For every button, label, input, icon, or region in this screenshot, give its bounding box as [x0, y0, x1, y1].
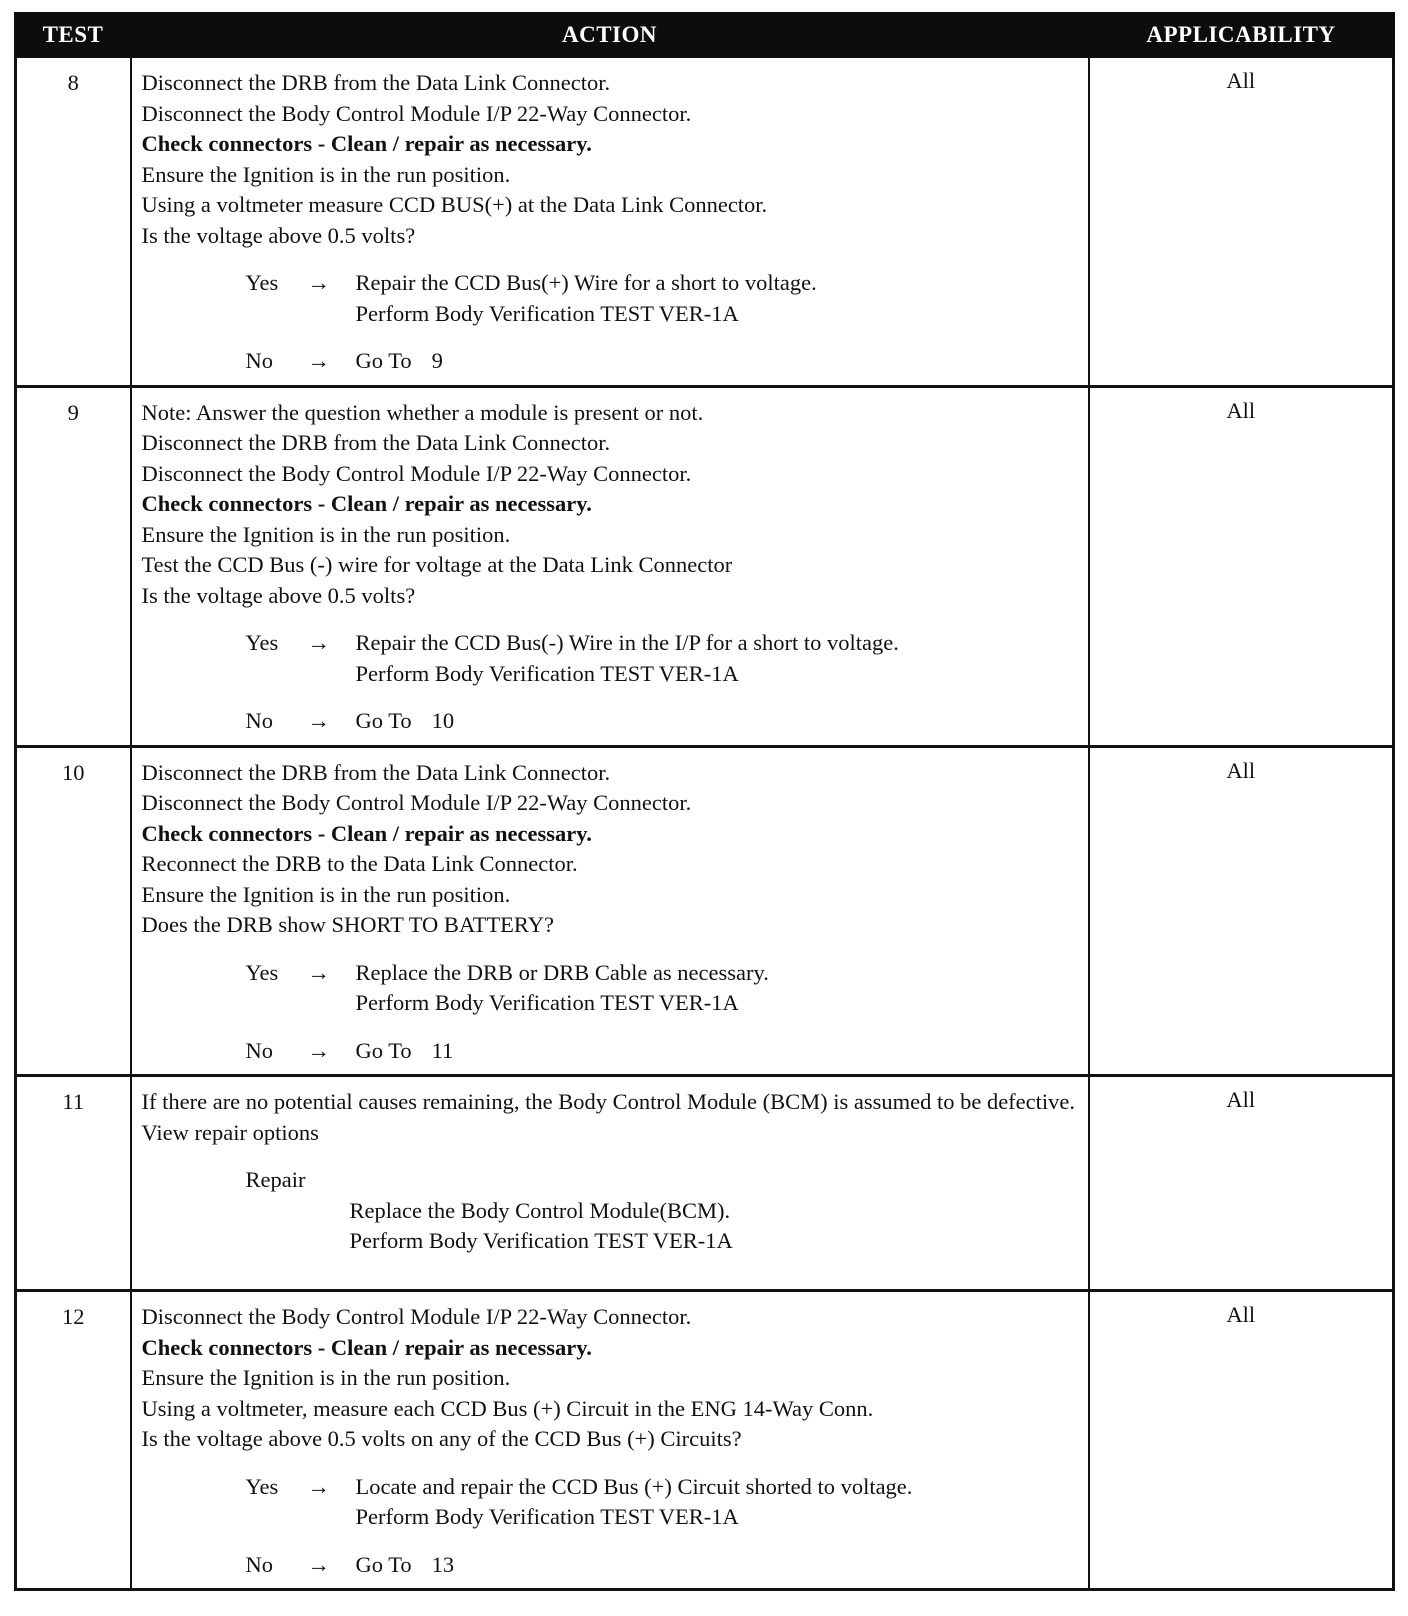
yes-answer [246, 1472, 1080, 1533]
step-line: Ensure the Ignition is in the run position. [141, 881, 511, 907]
test-row-10 [16, 746, 1394, 1076]
no-label: No [245, 1551, 273, 1577]
step-line: Using a voltmeter measure CCD BUS(+) at the Data Link Connector. [141, 192, 768, 217]
action-cell [131, 386, 1089, 746]
step-line: Disconnect the Body Control Module I/P 22-Way Connector. [141, 790, 692, 815]
test-row-12 [16, 1291, 1394, 1590]
step-line-emphasis: Check connectors - Clean / repair as necessary. [141, 131, 592, 156]
yes-label: Yes [245, 1473, 279, 1499]
no-answer [246, 1036, 1080, 1067]
step-line: Disconnect the Body Control Module I/P 22-Way Connector. [141, 100, 692, 126]
goto-target: 13 [431, 1551, 455, 1577]
step-question: Is the voltage above 0.5 volts on any of the CCD Bus (+) Circuits? [141, 1426, 742, 1451]
yes-answer [246, 268, 1080, 329]
action-cell [131, 746, 1089, 1076]
step-line-emphasis: Check connectors - Clean / repair as necessary. [141, 491, 592, 516]
verification-line: Perform Body Verification TEST VER-1A [355, 990, 739, 1015]
applicability-cell: All [1089, 1291, 1394, 1590]
no-label: No [245, 1037, 273, 1063]
applicability-cell: All [1089, 386, 1394, 746]
step-line: Disconnect the DRB from the Data Link Connector. [141, 430, 611, 455]
yes-action-line: Replace the DRB or DRB Cable as necessary. [355, 959, 769, 985]
header-applicability: APPLICABILITY [1089, 14, 1394, 57]
goto-target: 11 [431, 1037, 454, 1063]
header-test: TEST [16, 14, 131, 57]
step-line: Ensure the Ignition is in the run position. [141, 1365, 511, 1390]
repair-action-line: Replace the Body Control Module(BCM). [349, 1197, 731, 1223]
test-row-8 [16, 57, 1394, 387]
action-cell [131, 57, 1089, 387]
view-repair-options: View repair options [141, 1119, 319, 1145]
step-line: Ensure the Ignition is in the run position. [141, 161, 511, 187]
no-answer [246, 706, 1080, 737]
arrow-right-icon: → [307, 348, 330, 373]
step-line: Test the CCD Bus (-) wire for voltage at the Data Link Connector [141, 552, 733, 577]
yes-label: Yes [245, 270, 279, 295]
test-number: 11 [16, 1076, 131, 1291]
header-action: ACTION [131, 14, 1089, 57]
step-line: Ensure the Ignition is in the run position. [141, 521, 511, 547]
yes-label: Yes [245, 630, 279, 655]
no-label: No [245, 708, 273, 733]
yes-action-line: Repair the CCD Bus(-) Wire in the I/P for a short to voltage. [355, 630, 899, 655]
arrow-right-icon: → [307, 1473, 330, 1499]
applicability-cell: All [1089, 1076, 1394, 1291]
arrow-right-icon: → [307, 270, 330, 295]
test-number: 10 [16, 746, 131, 1076]
step-line: Disconnect the DRB from the Data Link Connector. [141, 759, 611, 785]
test-row-11 [16, 1076, 1394, 1291]
no-answer [246, 346, 1080, 377]
step-question: Is the voltage above 0.5 volts? [141, 582, 416, 608]
goto-label: Go To [355, 1037, 412, 1063]
no-label: No [245, 348, 273, 373]
arrow-right-icon: → [307, 708, 330, 733]
verification-line: Perform Body Verification TEST VER-1A [349, 1228, 733, 1253]
arrow-right-icon: → [307, 630, 330, 655]
repair-label: Repair [245, 1167, 306, 1192]
test-row-9 [16, 386, 1394, 746]
step-line: Reconnect the DRB to the Data Link Connector. [141, 851, 578, 876]
step-line-emphasis: Check connectors - Clean / repair as necessary. [141, 1334, 592, 1360]
yes-answer [246, 628, 1080, 689]
step-paragraph: If there are no potential causes remaining, the Body Control Module (BCM) is assumed to be defective. [141, 1089, 1076, 1114]
step-line: Using a voltmeter, measure each CCD Bus (+) Circuit in the ENG 14-Way Conn. [141, 1395, 874, 1421]
arrow-right-icon: → [307, 1551, 330, 1577]
diagnostic-table [14, 12, 1395, 1591]
test-number: 12 [16, 1291, 131, 1590]
goto-label: Go To [355, 708, 412, 733]
verification-line: Perform Body Verification TEST VER-1A [355, 300, 739, 326]
no-answer [246, 1550, 1080, 1581]
applicability-cell: All [1089, 57, 1394, 387]
yes-answer [246, 958, 1080, 1019]
step-line-emphasis: Check connectors - Clean / repair as necessary. [141, 820, 592, 846]
applicability-cell: All [1089, 746, 1394, 1076]
step-question: Is the voltage above 0.5 volts? [141, 222, 416, 248]
action-cell [131, 1291, 1089, 1590]
step-note: Note: Answer the question whether a module is present or not. [141, 399, 704, 425]
goto-label: Go To [355, 348, 412, 373]
yes-label: Yes [245, 959, 279, 985]
step-line: Disconnect the Body Control Module I/P 22-Way Connector. [141, 460, 692, 486]
verification-line: Perform Body Verification TEST VER-1A [355, 660, 739, 686]
step-line: Disconnect the Body Control Module I/P 22-Way Connector. [141, 1304, 692, 1329]
test-number: 9 [16, 386, 131, 746]
step-line: Disconnect the DRB from the Data Link Connector. [141, 70, 611, 95]
diagnostic-procedure-page [14, 12, 1392, 1591]
table-header-row [16, 14, 1394, 57]
arrow-right-icon: → [307, 959, 330, 985]
goto-target: 9 [431, 348, 443, 373]
action-cell [131, 1076, 1089, 1291]
verification-line: Perform Body Verification TEST VER-1A [355, 1504, 739, 1529]
yes-action-line: Locate and repair the CCD Bus (+) Circuit shorted to voltage. [355, 1473, 913, 1499]
goto-label: Go To [355, 1551, 412, 1577]
test-number: 8 [16, 57, 131, 387]
arrow-right-icon: → [307, 1037, 330, 1063]
step-question: Does the DRB show SHORT TO BATTERY? [141, 912, 554, 937]
yes-action-line: Repair the CCD Bus(+) Wire for a short to voltage. [355, 270, 817, 295]
goto-target: 10 [431, 708, 455, 733]
